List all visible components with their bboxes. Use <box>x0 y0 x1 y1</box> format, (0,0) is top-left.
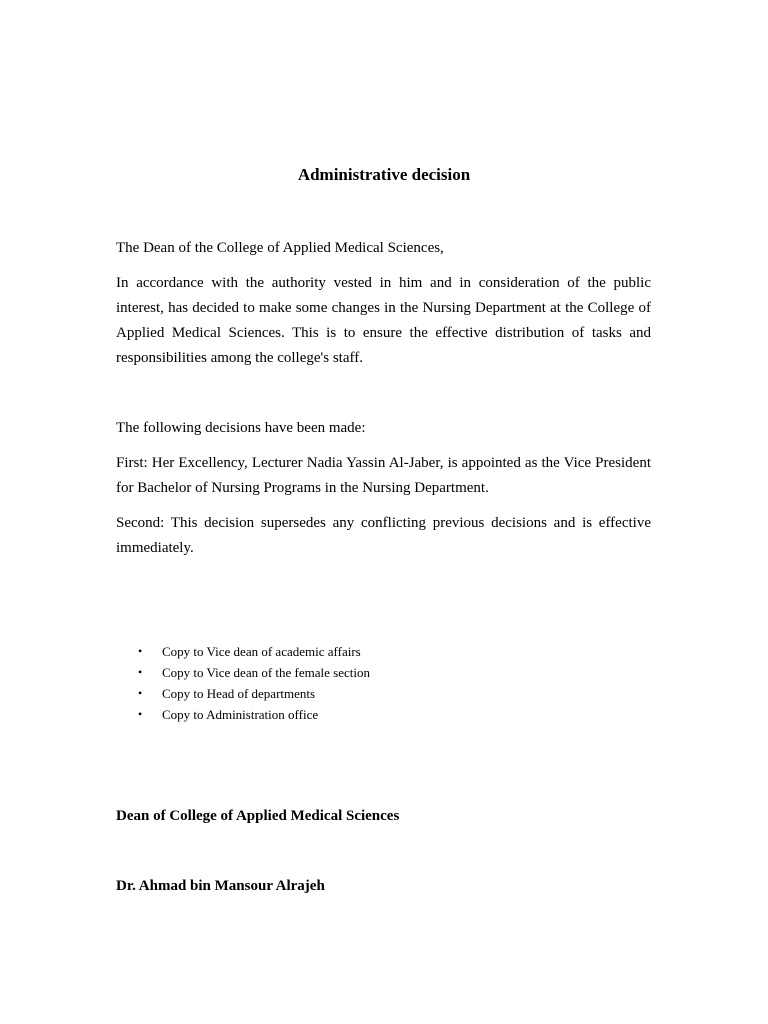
bullet-icon: • <box>138 707 143 721</box>
bullet-icon: • <box>138 665 143 679</box>
decision-first: First: Her Excellency, Lecturer Nadia Yassin Al-Jaber, is appointed as the Vice President for Bachelor of Nursing Programs in the Nursing Department. <box>116 455 651 496</box>
decisions-intro: The following decisions have been made: <box>116 420 366 436</box>
document-title: Administrative decision <box>297 165 471 184</box>
list-item <box>116 641 370 662</box>
copy-item-label: Copy to Vice dean of the female section <box>162 665 370 680</box>
signature-name: Dr. Ahmad bin Mansour Alrajeh <box>116 878 325 894</box>
copy-item-label: Copy to Administration office <box>162 707 319 722</box>
list-item <box>116 683 370 704</box>
list-item <box>116 662 370 683</box>
copy-item-label: Copy to Head of departments <box>162 686 316 701</box>
bullet-icon: • <box>138 644 143 658</box>
authority-paragraph: In accordance with the authority vested in him and in consideration of the public interest, has decided to make some changes in the Nursing Department at the College of Applied Medical Sciences. This is to ensure the effective distribution of tasks and responsibilities among the college's staff. <box>116 275 651 366</box>
opening-paragraph: The Dean of the College of Applied Medical Sciences, <box>116 240 444 256</box>
bullet-icon: • <box>138 686 143 700</box>
copy-item-label: Copy to Vice dean of academic affairs <box>162 644 361 659</box>
decision-second: Second: This decision supersedes any conflicting previous decisions and is effective immediately. <box>116 515 651 556</box>
list-item <box>116 704 370 725</box>
signature-title: Dean of College of Applied Medical Sciences <box>116 808 400 824</box>
copies-list <box>116 641 370 725</box>
